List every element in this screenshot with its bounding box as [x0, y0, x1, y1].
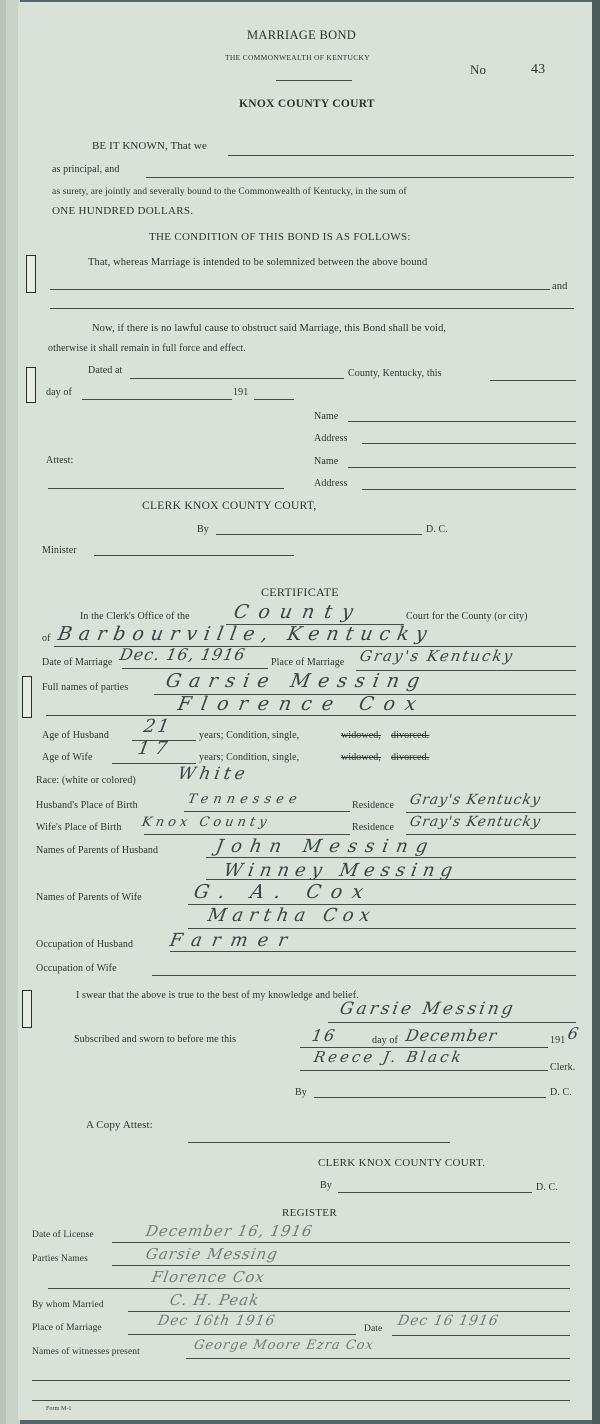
by-label: By	[320, 1180, 332, 1191]
line	[228, 155, 574, 156]
year-prefix: 191	[233, 387, 249, 398]
line	[188, 928, 576, 929]
swear-text: I swear that the above is true to the best of my knowledge and belief.	[76, 990, 359, 1001]
line	[122, 668, 268, 669]
as-principal: as principal, and	[52, 164, 120, 175]
line	[48, 488, 284, 489]
otherwise-text: otherwise it shall remain in full force and effect.	[48, 343, 246, 354]
condition-heading: THE CONDITION OF THIS BOND IS AS FOLLOWS:	[149, 231, 411, 243]
by-label: By	[197, 524, 209, 535]
be-it-known: BE IT KNOWN, That we	[92, 140, 207, 152]
court-for-label: Court for the County (or city)	[406, 611, 528, 622]
age-wife-label: Age of Wife	[42, 752, 93, 763]
widowed-option: widowed,	[341, 730, 381, 741]
line	[146, 177, 574, 178]
of-label: of	[42, 633, 51, 644]
name-label: Name	[314, 456, 339, 467]
by-label: By	[295, 1087, 307, 1098]
year-value: 6	[566, 1024, 580, 1043]
line	[362, 489, 576, 490]
parents-husband-value1: John Messing	[214, 836, 438, 857]
clerk-title: CLERK KNOX COUNTY COURT,	[142, 500, 317, 512]
dated-at: Dated at	[88, 365, 123, 376]
line	[130, 378, 344, 379]
form-title: MARRIAGE BOND	[247, 28, 357, 42]
race-value: White	[176, 764, 251, 784]
binder-tab	[26, 255, 36, 293]
wife-birth-label: Wife's Place of Birth	[36, 822, 122, 833]
bond-sum: ONE HUNDRED DOLLARS.	[52, 205, 194, 217]
place-of-marriage-label: Place of Marriage	[271, 657, 345, 668]
divorced-option: divorced.	[391, 752, 430, 763]
line	[216, 534, 422, 535]
line	[186, 1358, 570, 1359]
number-label: No	[470, 62, 487, 77]
wife-residence-value: Gray's Kentucky	[408, 814, 543, 830]
husband-residence-value: Gray's Kentucky	[408, 792, 543, 808]
register-heading: REGISTER	[282, 1207, 337, 1219]
address-label: Address	[314, 433, 348, 444]
date-of-marriage-label: Date of Marriage	[42, 657, 113, 668]
clerks-office-value: County	[232, 601, 365, 623]
name-label: Name	[314, 411, 339, 422]
parties-value2: Florence Cox	[150, 1268, 267, 1286]
witnesses-value: George Moore Ezra Cox	[192, 1338, 376, 1353]
dc-label: D. C.	[550, 1087, 572, 1098]
clerks-office-label: In the Clerk's Office of the	[80, 611, 190, 622]
by-whom-value: C. H. Peak	[168, 1291, 262, 1309]
day-of-label: day of	[372, 1035, 398, 1046]
party2-value: Florence Cox	[176, 693, 428, 715]
parents-wife-value1: G. A. Cox	[192, 881, 376, 903]
line	[314, 1097, 546, 1098]
date-of-license-label: Date of License	[32, 1230, 94, 1240]
line	[46, 715, 576, 716]
line	[348, 467, 576, 468]
line	[32, 1380, 570, 1381]
place-value: Dec 16th 1916	[156, 1313, 277, 1329]
parents-husband-value2: Winney Messing	[222, 860, 460, 881]
line	[300, 1070, 548, 1071]
line	[128, 1311, 570, 1312]
wife-birth-value: Knox County	[140, 815, 272, 830]
line	[112, 1242, 570, 1243]
residence-label: Residence	[352, 822, 394, 833]
line	[254, 399, 294, 400]
place-of-marriage-value: Gray's Kentucky	[358, 647, 516, 665]
court-name: KNOX COUNTY COURT	[239, 98, 375, 110]
line	[82, 399, 232, 400]
line	[188, 1142, 450, 1143]
widowed-option: widowed,	[341, 752, 381, 763]
day-of: day of	[46, 387, 72, 398]
occupation-wife-label: Occupation of Wife	[36, 963, 117, 974]
parents-wife-label: Names of Parents of Wife	[36, 892, 142, 903]
year-suffix: 191	[550, 1035, 566, 1046]
whereas-text: That, whereas Marriage is intended to be solemnized between the above bound	[88, 257, 428, 268]
county-ky: County, Kentucky, this	[348, 368, 442, 379]
dc-label: D. C.	[536, 1182, 558, 1193]
of-value: Barbourville, Kentucky	[56, 623, 436, 645]
minister-label: Minister	[42, 545, 77, 556]
parties-value1: Garsie Messing	[144, 1245, 280, 1263]
race-label: Race: (white or colored)	[36, 775, 136, 786]
place-label: Place of Marriage	[32, 1323, 102, 1333]
attest-label: Attest:	[46, 455, 74, 466]
line	[112, 1265, 570, 1266]
date-of-license-value: December 16, 1916	[144, 1222, 315, 1240]
binder-tab	[22, 990, 32, 1028]
occupation-husband-label: Occupation of Husband	[36, 939, 134, 950]
line	[328, 1022, 576, 1023]
applicant-signature: Garsie Messing	[338, 999, 518, 1019]
by-whom-label: By whom Married	[32, 1300, 104, 1310]
husband-birth-label: Husband's Place of Birth	[36, 800, 138, 811]
number-value: 43	[531, 62, 546, 77]
binder-tab	[26, 367, 36, 403]
divorced-option: divorced.	[391, 730, 430, 741]
binder-tab	[22, 676, 32, 718]
residence-label: Residence	[352, 800, 394, 811]
clerk-court-label: CLERK KNOX COUNTY COURT.	[318, 1157, 486, 1169]
line	[206, 857, 576, 858]
sworn-day: 16	[310, 1026, 339, 1045]
full-names-label: Full names of parties	[42, 682, 129, 693]
line	[170, 951, 576, 952]
line	[490, 380, 576, 381]
parents-wife-value2: Martha Cox	[206, 905, 378, 926]
background-edge	[592, 0, 600, 1424]
date-label: Date	[364, 1324, 383, 1334]
line	[48, 1288, 570, 1289]
address-label: Address	[314, 478, 348, 489]
divider	[276, 80, 352, 81]
line	[50, 289, 550, 290]
line	[32, 1400, 570, 1401]
age-husband-value: 21	[142, 716, 173, 737]
line	[406, 812, 576, 813]
line	[348, 421, 576, 422]
marriage-bond-form	[18, 2, 592, 1420]
years-condition: years; Condition, single,	[199, 752, 300, 763]
parties-names-label: Parties Names	[32, 1254, 88, 1264]
line	[94, 555, 294, 556]
husband-birth-value: Tennessee	[186, 792, 303, 807]
line	[338, 1192, 532, 1193]
and-label: and	[552, 281, 568, 292]
now-if-text: Now, if there is no lawful cause to obstruct said Marriage, this Bond shall be void,	[92, 323, 447, 334]
line	[406, 834, 576, 835]
line	[392, 1335, 570, 1336]
parents-husband-label: Names of Parents of Husband	[36, 845, 159, 856]
occupation-husband-value: Farmer	[168, 930, 299, 951]
form-number: Form M-1	[46, 1406, 72, 1412]
years-condition: years; Condition, single,	[199, 730, 300, 741]
dc-label: D. C.	[426, 524, 448, 535]
clerk-signature: Reece J. Black	[312, 1048, 466, 1066]
party1-value: Garsie Messing	[164, 670, 430, 692]
line	[152, 975, 576, 976]
witnesses-label: Names of witnesses present	[32, 1347, 140, 1357]
date-value: Dec 16 1916	[396, 1313, 501, 1329]
line	[128, 1334, 356, 1335]
line	[362, 443, 576, 444]
age-husband-label: Age of Husband	[42, 730, 109, 741]
date-of-marriage-value: Dec. 16, 1916	[118, 645, 248, 664]
certificate-heading: CERTIFICATE	[261, 585, 339, 599]
line	[50, 308, 574, 309]
age-wife-value: 17	[136, 738, 175, 759]
copy-attest-label: A Copy Attest:	[86, 1119, 153, 1131]
line	[184, 811, 350, 812]
as-surety: as surety, are jointly and severally bound to the Commonwealth of Kentucky, in the sum of	[52, 187, 407, 197]
form-subtitle: THE COMMONWEALTH OF KENTUCKY	[225, 53, 370, 62]
sworn-month: December	[404, 1026, 499, 1045]
line	[144, 834, 350, 835]
subscribed-label: Subscribed and sworn to before me this	[74, 1034, 237, 1045]
clerk-label: Clerk.	[550, 1062, 576, 1073]
